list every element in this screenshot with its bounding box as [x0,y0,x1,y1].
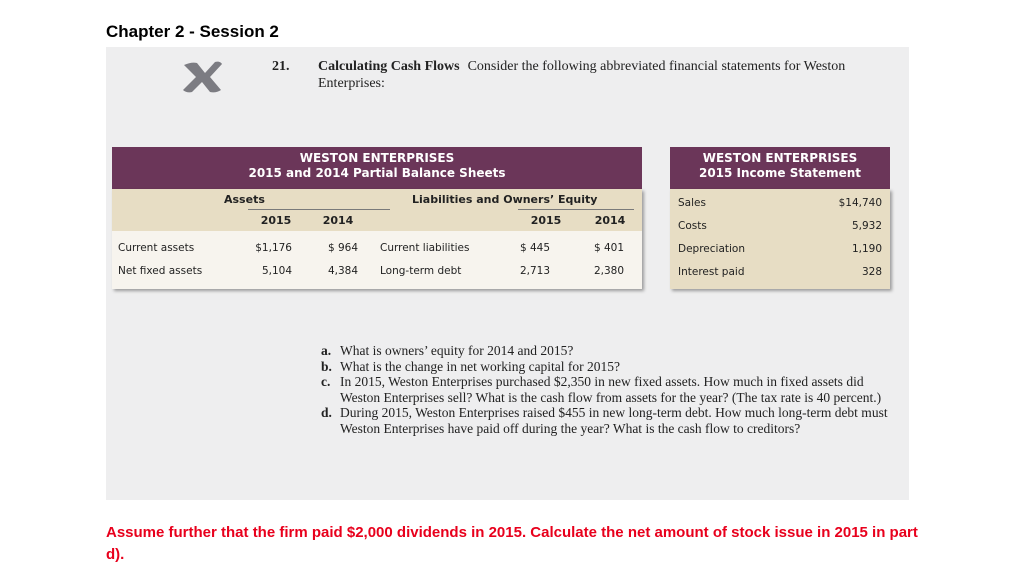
income-label: Costs [678,220,707,232]
liability-value: 2,380 [593,265,624,277]
assets-header: Assets [224,193,265,206]
problem-number: 21. [272,59,290,74]
income-statement-title: WESTON ENTERPRISES [702,151,858,165]
x-mark-icon [180,59,224,95]
balance-sheet-header [112,147,642,189]
question-text: In 2015, Weston Enterprises purchased $2,350 in new fixed assets. How much in fixed assets did Weston Enterprises sell? What is the cash flow from assets for the year? (The tax rate is 40 percent.) [340,374,882,405]
asset-value: 4,384 [327,265,358,277]
asset-label: Net fixed assets [118,265,203,277]
balance-sheet-table [112,147,642,289]
balance-sheet-body [112,189,642,289]
asset-value: 5,104 [261,265,292,277]
question-text: What is the change in net working capital for 2015? [340,358,621,374]
year-header: 2014 [322,214,354,227]
liability-value: $ 401 [593,242,624,254]
liability-label: Current liabilities [380,242,470,254]
question-text: What is owners’ equity for 2014 and 2015? [340,343,574,358]
liability-value: 2,713 [519,265,550,277]
income-value: 1,190 [851,243,882,255]
income-value: 5,932 [851,220,882,232]
problem-statement [272,58,902,92]
list-item [321,405,901,436]
balance-sheet-subtitle: 2015 and 2014 Partial Balance Sheets [248,166,506,180]
list-item [321,343,901,359]
problem-title: Calculating Cash Flows [318,59,460,74]
question-text: During 2015, Weston Enterprises raised $455 in new long-term debt. How much long-term debt must Weston Enterprises have paid off during the year? What is the cash flow to creditors? [340,405,888,436]
income-label: Interest paid [678,266,745,278]
income-value: $14,740 [838,197,882,209]
year-header: 2015 [260,214,292,227]
year-header: 2014 [594,214,626,227]
question-label: d. [321,405,332,421]
question-list [321,343,901,437]
asset-value: $ 964 [327,242,358,254]
income-statement-header [670,147,890,189]
income-statement-table [670,147,890,289]
list-item [321,374,901,405]
income-statement-body [670,189,890,289]
balance-sheet-title: WESTON ENTERPRISES [299,151,455,165]
asset-value: $1,176 [255,242,292,254]
asset-label: Current assets [118,242,195,254]
income-statement-subtitle: 2015 Income Statement [698,166,862,180]
problem-text: Consider the following abbreviated financial statements for Weston Enterprises: [318,59,846,91]
divider [248,209,390,210]
liability-value: $ 445 [519,242,550,254]
income-value: 328 [861,266,882,278]
textbook-excerpt [106,47,909,500]
page-title: Chapter 2 - Session 2 [106,22,279,41]
question-label: a. [321,343,332,358]
question-label: c. [321,374,331,390]
income-label: Sales [678,197,706,209]
income-label: Depreciation [678,243,745,255]
liability-label: Long-term debt [380,265,462,277]
liabilities-header: Liabilities and Owners’ Equity [412,193,598,206]
question-label: b. [321,358,332,374]
divider [518,209,634,210]
year-header: 2015 [530,214,562,227]
list-item [321,359,901,375]
assignment-note: Assume further that the firm paid $2,000 dividends in 2015. Calculate the net amount of stock issue in 2015 in part d). [106,524,918,563]
